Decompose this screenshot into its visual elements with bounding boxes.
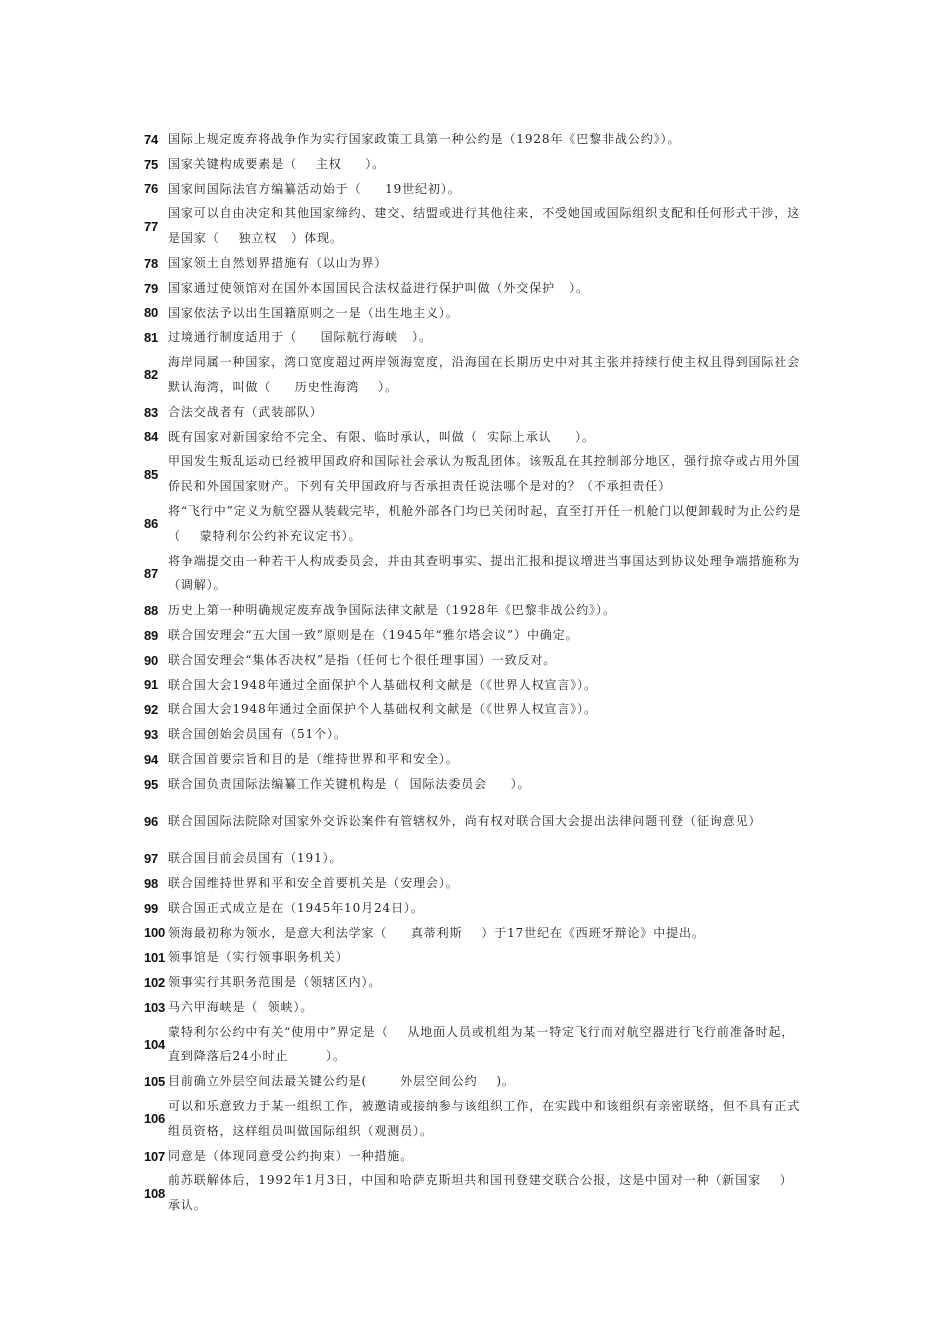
list-item <box>144 747 804 772</box>
item-text: 联合国目前会员国有（191）。 <box>168 851 343 866</box>
item-number: 93 <box>144 727 159 743</box>
list-item <box>144 921 804 946</box>
item-text: 联合国正式成立是在（1945年10月24日）。 <box>168 900 424 915</box>
item-number: 77 <box>144 218 159 234</box>
item-text: 目前确立外层空间法最关键公约是( 外层空间公约 )。 <box>168 1074 515 1089</box>
list-item <box>144 871 804 896</box>
item-text: 领海最初称为领水，是意大利法学家（ 真蒂利斯 ）于17世纪在《西班牙辩论》中提出。 <box>168 925 705 940</box>
item-number: 84 <box>144 429 159 445</box>
item-number: 107 <box>144 1148 166 1164</box>
item-text: 过境通行制度适用于（ 国际航行海峡 ）。 <box>168 330 432 345</box>
list-item <box>144 772 804 797</box>
item-number: 75 <box>144 156 159 172</box>
list-item <box>144 127 804 152</box>
item-number: 86 <box>144 516 159 532</box>
list-item <box>144 970 804 995</box>
list-item <box>144 697 804 722</box>
item-number: 92 <box>144 702 159 718</box>
list-item <box>144 995 804 1020</box>
item-text: 海岸同属一种国家，湾口宽度超过两岸领海宽度，沿海国在长期历史中对其主张并持续行使主权且得到国际社会默认海湾，叫做（ 历史性海湾 ）。 <box>168 355 801 394</box>
item-text: 历史上第一种明确规定废弃战争国际法律文献是（1928年《巴黎非战公约》）。 <box>168 603 616 618</box>
item-text: 联合国首要宗旨和目的是（维持世界和平和安全）。 <box>168 751 459 766</box>
item-number: 89 <box>144 627 159 643</box>
item-number: 108 <box>144 1185 166 1201</box>
item-text: 可以和乐意致力于某一组织工作，被邀请或接纳参与该组织工作，在实践中和该组织有亲密联络，但不具有正式组员资格，这样组员叫做国际组织（观测员）。 <box>168 1099 801 1138</box>
item-number: 95 <box>144 776 159 792</box>
item-text: 国家通过使领馆对在国外本国国民合法权益进行保护叫做（外交保护 ）。 <box>168 280 589 295</box>
list-item <box>144 400 804 425</box>
item-number: 79 <box>144 280 159 296</box>
list-item <box>144 201 804 251</box>
item-text: 甲国发生叛乱运动已经被甲国政府和国际社会承认为叛乱团体。该叛乱在其控制部分地区，强行掠夺或占用外国侨民和外国国家财产。下列有关甲国政府与否承担责任说法哪个是对的？（不承担责任） <box>168 454 801 494</box>
item-text: 联合国安理会“集体否决权”是指（任何七个很任理事国）一致反对。 <box>168 652 557 667</box>
item-text: 领事实行其职务范围是（领辖区内）。 <box>168 975 382 990</box>
item-number: 76 <box>144 181 159 197</box>
list-item <box>144 945 804 970</box>
list-item <box>144 325 804 350</box>
list-item <box>144 1020 804 1070</box>
item-number: 106 <box>144 1111 166 1127</box>
list-item <box>144 177 804 202</box>
item-text: 合法交战者有（武装部队） <box>168 404 323 419</box>
item-number: 88 <box>144 603 159 619</box>
item-number: 74 <box>144 131 159 147</box>
list-item <box>144 301 804 326</box>
item-number: 105 <box>144 1074 166 1090</box>
list-item <box>144 425 804 450</box>
list-item <box>144 673 804 698</box>
list-item <box>144 896 804 921</box>
list-item <box>144 449 804 499</box>
item-text: 将争端提交由一种若干人构成委员会，并由其查明事实、提出汇报和提议增进当事国达到协议处理争端措施称为（调解）。 <box>168 553 801 593</box>
item-text: 前苏联解体后，1992年1月3日，中国和哈萨克斯坦共和国刊登建交联合公报，这是中国对一种（新国家 ）承认。 <box>168 1173 793 1213</box>
list-item <box>144 846 804 871</box>
list-item <box>144 499 804 549</box>
item-number: 99 <box>144 900 159 916</box>
item-number: 96 <box>144 813 159 829</box>
list-item <box>144 350 804 400</box>
list-item <box>144 598 804 623</box>
item-text: 马六甲海峡是（ 领峡）。 <box>168 999 314 1014</box>
item-number: 97 <box>144 851 159 866</box>
item-text: 联合国创始会员国有（51个）。 <box>168 727 347 742</box>
item-text: 联合国大会1948年通过全面保护个人基础权利文献是（《世界人权宣言》）。 <box>168 702 597 717</box>
item-text: 国家关键构成要素是（ 主权 ）。 <box>168 156 386 171</box>
item-text: 联合国维持世界和平和安全首要机关是（安理会）。 <box>168 875 459 890</box>
item-text: 联合国大会1948年通过全面保护个人基础权利文献是（《世界人权宣言》）。 <box>168 677 597 692</box>
item-number: 103 <box>144 999 166 1015</box>
list-item <box>144 152 804 177</box>
item-text: 同意是（体现同意受公约拘束）一种措施。 <box>168 1148 414 1163</box>
item-number: 101 <box>144 950 166 966</box>
list-item <box>144 549 804 599</box>
list-item <box>144 648 804 673</box>
item-text: 国家依法予以出生国籍原则之一是（出生地主义）。 <box>168 305 459 320</box>
item-number: 85 <box>144 466 159 482</box>
item-number: 100 <box>144 925 166 941</box>
list-item <box>144 722 804 747</box>
item-number: 83 <box>144 404 159 420</box>
item-text: 国家间国际法官方编纂活动始于（ 19世纪初）。 <box>168 181 461 196</box>
item-number: 81 <box>144 330 159 346</box>
list-item <box>144 797 804 847</box>
item-number: 102 <box>144 974 166 990</box>
question-list <box>144 127 804 1218</box>
item-text: 既有国家对新国家给不完全、有限、临时承认，叫做（ 实际上承认 ）。 <box>168 429 595 444</box>
item-text: 联合国国际法院除对国家外交诉讼案件有管辖权外，尚有权对联合国大会提出法律问题刊登（征询意见） <box>168 813 762 828</box>
item-text: 国际上规定废弃将战争作为实行国家政策工具第一种公约是（1928年《巴黎非战公约》）。 <box>168 132 681 146</box>
list-item <box>144 623 804 648</box>
list-item <box>144 251 804 276</box>
list-item <box>144 1168 804 1218</box>
item-number: 104 <box>144 1036 166 1052</box>
item-number: 90 <box>144 652 159 668</box>
item-text: 联合国负责国际法编纂工作关键机构是（ 国际法委员会 ）。 <box>168 776 531 791</box>
item-text: 联合国安理会“五大国一致”原则是在（1945年“雅尔塔会议”）中确定。 <box>168 627 579 642</box>
item-text: 领事馆是（实行领事职务机关） <box>168 950 349 965</box>
list-item <box>144 1094 804 1144</box>
list-item <box>144 1069 804 1094</box>
item-text: 蒙特利尔公约中有关“使用中”界定是（ 从地面人员或机组为某一特定飞行而对航空器进行飞行前准备时起，直到降落后24小时止 ）。 <box>168 1024 795 1064</box>
item-number: 91 <box>144 677 159 693</box>
item-text: 国家可以自由决定和其他国家缔约、建交、结盟或进行其他往来，不受她国或国际组织支配和任何形式干涉，这是国家（ 独立权 ）体现。 <box>168 206 801 246</box>
item-number: 80 <box>144 305 159 321</box>
item-number: 87 <box>144 565 159 581</box>
item-text: 将“飞行中”定义为航空器从装载完毕，机舱外部各门均已关闭时起，直至打开任一机舱门以便卸载时为止公约是（ 蒙特利尔公约补充议定书）。 <box>168 503 802 543</box>
list-item <box>144 276 804 301</box>
item-number: 82 <box>144 367 159 383</box>
item-number: 78 <box>144 255 159 271</box>
item-number: 94 <box>144 751 159 767</box>
item-text: 国家领土自然划界措施有（以山为界） <box>168 255 388 270</box>
item-number: 98 <box>144 875 159 891</box>
list-item <box>144 1144 804 1169</box>
